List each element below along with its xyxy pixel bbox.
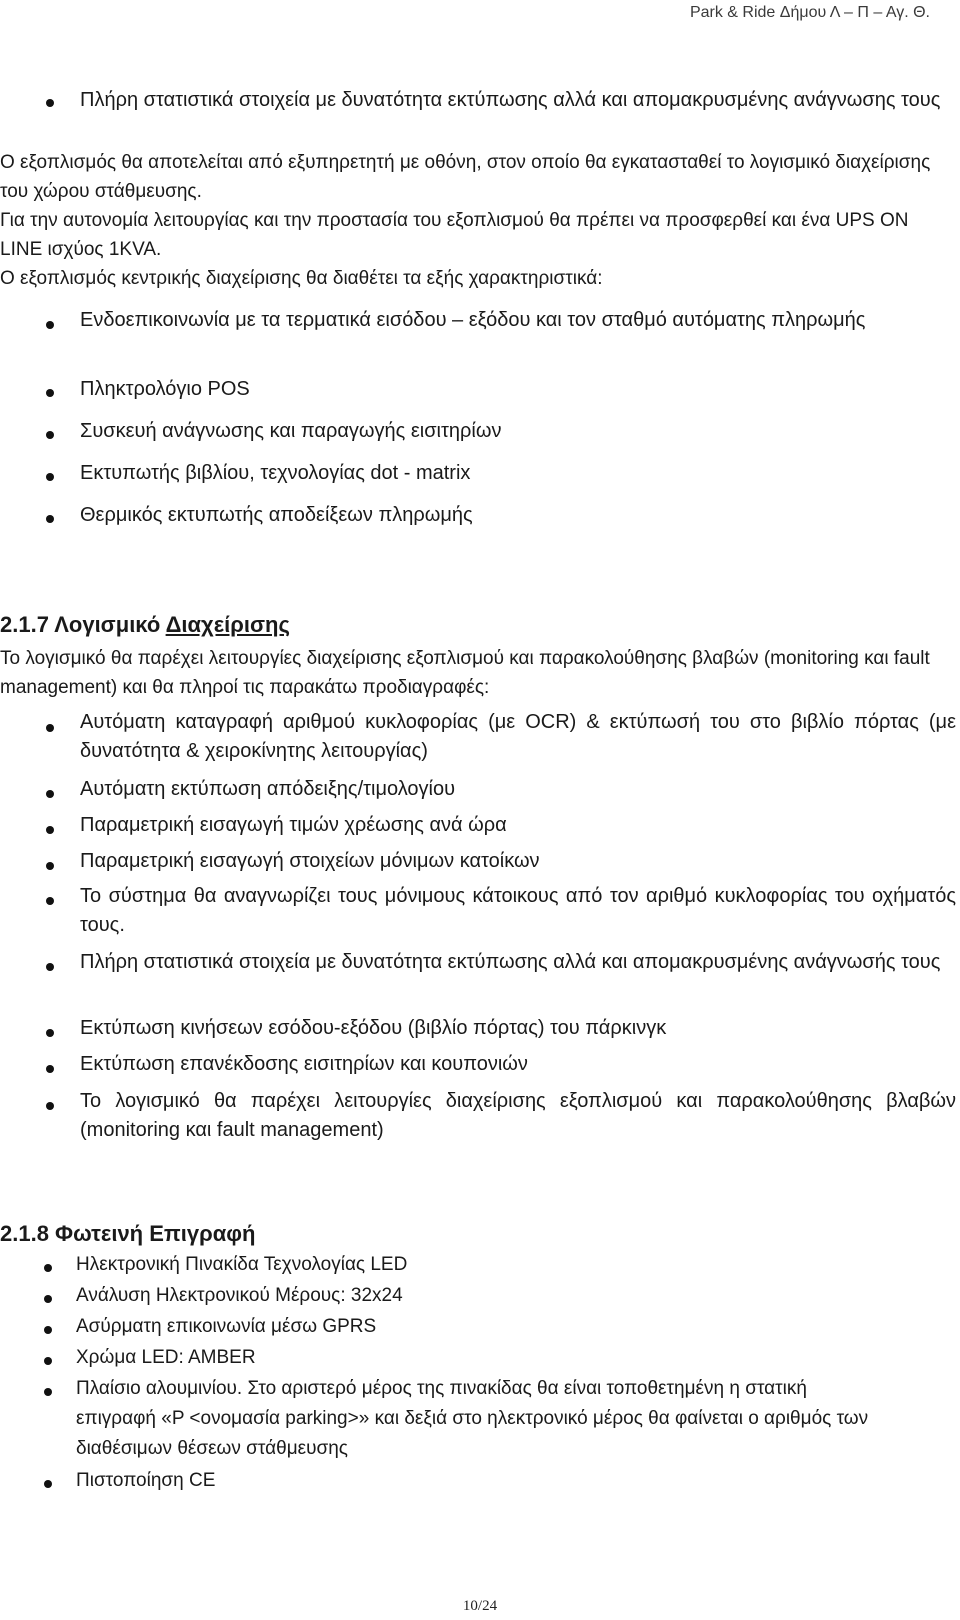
section-heading-number: 2.1.7 Λογισμικό xyxy=(0,612,166,637)
page-number: 10/24 xyxy=(462,1598,498,1614)
bullet-icon xyxy=(46,431,54,439)
bullet-icon xyxy=(46,99,54,107)
list-item: Πλαίσιο αλουμινίου. Στο αριστερό μέρος της πινακίδας θα είναι τοποθετημένη η στατική επιγραφή «P <ονομασία parking>» και δεξιά στο ηλεκτρονικό μέρος θα φαίνεται ο αριθμός των διαθέσιμων θέσεων στάθμευσης xyxy=(76,1378,869,1459)
bullet-icon xyxy=(44,1388,52,1396)
list-item: Πλήρη στατιστικά στοιχεία με δυνατότητα εκτύπωσης αλλά και απομακρυσμένης ανάγνωσής τους xyxy=(80,951,941,973)
bullet-icon xyxy=(46,321,54,329)
bullet-icon xyxy=(46,963,54,971)
list-item: Πληκτρολόγιο POS xyxy=(80,378,250,400)
bullet-icon xyxy=(46,724,54,732)
section-heading: 2.1.8 Φωτεινή Επιγραφή xyxy=(0,1221,256,1246)
list-item: Το λογισμικό θα παρέχει λειτουργίες διαχείρισης εξοπλισμού και παρακολούθησης βλαβών (monitoring και fault management) xyxy=(80,1090,956,1141)
bullet-icon xyxy=(44,1326,52,1334)
bullet-icon xyxy=(46,473,54,481)
bullet-icon xyxy=(46,897,54,905)
bullet-icon xyxy=(46,862,54,870)
bullet-icon xyxy=(46,1065,54,1073)
section-heading xyxy=(0,612,290,638)
bullet-icon xyxy=(46,1102,54,1110)
bullet-icon xyxy=(46,826,54,834)
bullet-icon xyxy=(44,1264,52,1272)
bullet-icon xyxy=(46,389,54,397)
list-item: Ενδοεπικοινωνία με τα τερματικά εισόδου – εξόδου και τον σταθμό αυτόματης πληρωμής xyxy=(80,309,866,331)
bullet-icon xyxy=(44,1357,52,1365)
list-item: Συσκευή ανάγνωσης και παραγωγής εισιτηρίων xyxy=(80,420,502,442)
list-item: Πιστοποίηση CE xyxy=(76,1470,216,1491)
list-item: Θερμικός εκτυπωτής αποδείξεων πληρωμής xyxy=(80,504,473,526)
list-item: Αυτόματη καταγραφή αριθμού κυκλοφορίας (με OCR) & εκτύπωσή του στο βιβλίο πόρτας (με δυνατότητα & χειροκίνητης λειτουργίας) xyxy=(80,711,956,762)
paragraph: Το λογισμικό θα παρέχει λειτουργίες διαχείρισης εξοπλισμού και παρακολούθησης βλαβών (monitoring και fault management) και θα πληροί τις παρακάτω προδιαγραφές: xyxy=(0,648,930,698)
list-item: Ασύρματη επικοινωνία μέσω GPRS xyxy=(76,1316,377,1337)
running-header: Park & Ride Δήμου Λ – Π – Αγ. Θ. xyxy=(689,4,930,21)
list-item: Εκτυπωτής βιβλίου, τεχνολογίας dot - matrix xyxy=(80,462,471,484)
list-item: Αυτόματη εκτύπωση απόδειξης/τιμολογίου xyxy=(80,778,456,800)
paragraph: Ο εξοπλισμός θα αποτελείται από εξυπηρετητή με οθόνη, στον οποίο θα εγκατασταθεί το λογισμικό διαχείρισης του χώρου στάθμευσης. xyxy=(0,152,931,202)
list-item: Ηλεκτρονική Πινακίδα Τεχνολογίας LED xyxy=(76,1254,408,1275)
bullet-icon xyxy=(46,1029,54,1037)
list-item: Πλήρη στατιστικά στοιχεία με δυνατότητα εκτύπωσης αλλά και απομακρυσμένης ανάγνωσης τους xyxy=(80,89,941,111)
bullet-icon xyxy=(46,790,54,798)
list-item: Παραμετρική εισαγωγή τιμών χρέωσης ανά ώρα xyxy=(80,814,507,836)
paragraph: Για την αυτονομία λειτουργίας και την προστασία του εξοπλισμού θα πρέπει να προσφερθεί και ένα UPS ON LINE ισχύος 1KVA. xyxy=(0,210,909,260)
list-item: Το σύστημα θα αναγνωρίζει τους μόνιμους κάτοικους από τον αριθμό κυκλοφορίας του οχήματός τους. xyxy=(80,885,956,936)
bullet-icon xyxy=(44,1295,52,1303)
list-item: Εκτύπωση επανέκδοσης εισιτηρίων και κουπονιών xyxy=(80,1053,528,1075)
list-item: Εκτύπωση κινήσεων εσόδου-εξόδου (βιβλίο πόρτας) του πάρκινγκ xyxy=(80,1017,667,1039)
list-item: Παραμετρική εισαγωγή στοιχείων μόνιμων κατοίκων xyxy=(80,850,540,872)
bullet-icon xyxy=(44,1480,52,1488)
paragraph: Ο εξοπλισμός κεντρικής διαχείρισης θα διαθέτει τα εξής χαρακτηριστικά: xyxy=(0,268,603,289)
list-item: Ανάλυση Ηλεκτρονικού Μέρους: 32x24 xyxy=(76,1285,403,1306)
list-item: Χρώμα LED: AMBER xyxy=(76,1347,256,1368)
section-heading-underlined: Διαχείρισης xyxy=(165,612,290,637)
bullet-icon xyxy=(46,515,54,523)
